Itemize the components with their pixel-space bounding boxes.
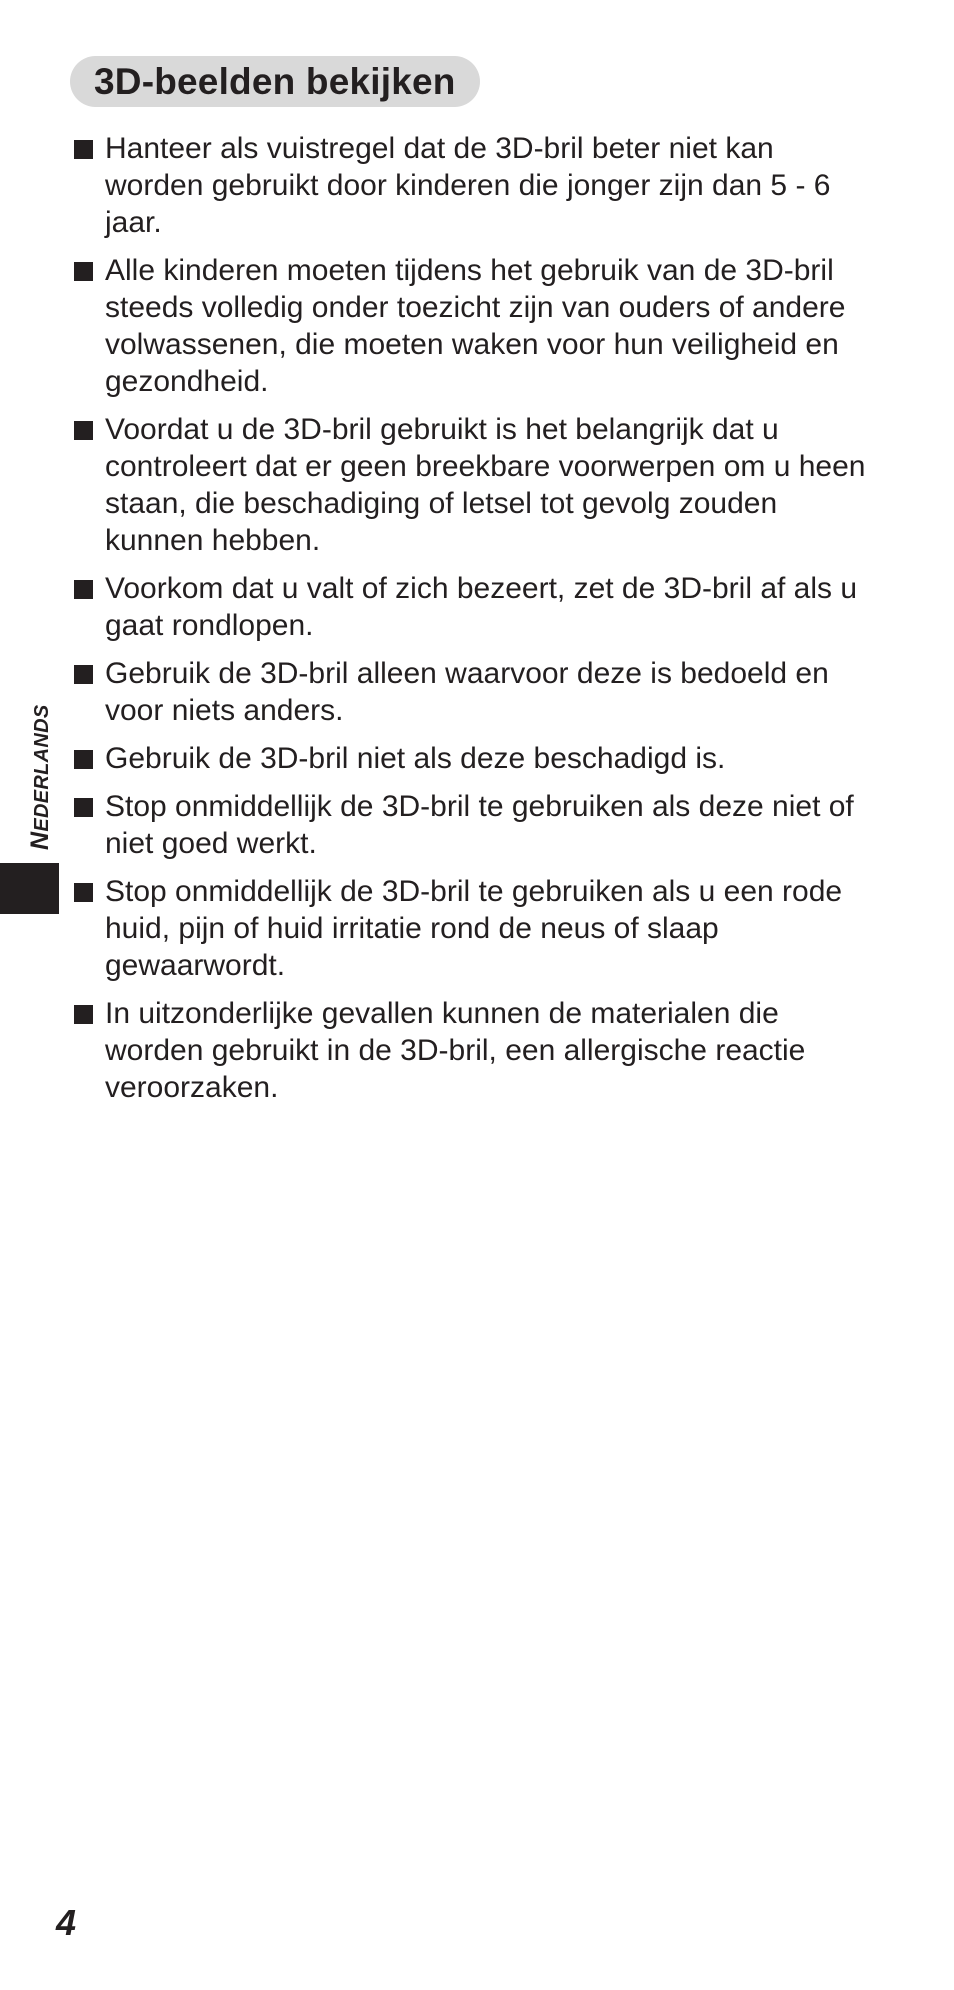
square-bullet-icon [74, 580, 93, 599]
section-heading-pill [70, 56, 480, 107]
square-bullet-icon [74, 883, 93, 902]
list-item-text: Gebruik de 3D-bril alleen waarvoor deze is bedoeld en voor niets anders. [105, 657, 829, 727]
page-number: 4 [56, 1902, 77, 1943]
language-label-initial: N [26, 831, 54, 850]
square-bullet-icon [74, 665, 93, 684]
list-item-text: Voorkom dat u valt of zich bezeert, zet de 3D-bril af als u gaat rondlopen. [105, 572, 858, 642]
list-item [72, 655, 872, 729]
language-tab-marker [0, 863, 59, 914]
section-title: 3D-beelden bekijken [94, 60, 456, 102]
list-item [72, 740, 872, 777]
square-bullet-icon [74, 140, 93, 159]
bullet-list [72, 130, 872, 1117]
list-item-text: Alle kinderen moeten tijdens het gebruik van de 3D-bril steeds volledig onder toezicht zijn van ouders of andere volwassenen, die moeten waken voor hun veiligheid en gezondheid. [105, 254, 846, 398]
list-item [72, 130, 872, 241]
list-item-text: In uitzonderlijke gevallen kunnen de materialen die worden gebruikt in de 3D-bril, een allergische reactie veroorzaken. [105, 997, 806, 1104]
list-item [72, 252, 872, 400]
list-item-text: Voordat u de 3D-bril gebruikt is het belangrijk dat u controleert dat er geen breekbare voorwerpen om u heen staan, die beschadiging of letsel tot gevolg zouden kunnen hebben. [105, 413, 866, 557]
list-item-text: Stop onmiddellijk de 3D-bril te gebruiken als u een rode huid, pijn of huid irritatie rond de neus of slaap gewaarwordt. [105, 875, 843, 982]
list-item-text: Stop onmiddellijk de 3D-bril te gebruiken als deze niet of niet goed werkt. [105, 790, 854, 860]
list-item [72, 873, 872, 984]
language-side-label [26, 704, 55, 850]
square-bullet-icon [74, 421, 93, 440]
square-bullet-icon [74, 1005, 93, 1024]
list-item [72, 570, 872, 644]
list-item-text: Hanteer als vuistregel dat de 3D-bril beter niet kan worden gebruikt door kinderen die jonger zijn dan 5 - 6 jaar. [105, 132, 831, 239]
square-bullet-icon [74, 262, 93, 281]
list-item [72, 411, 872, 559]
square-bullet-icon [74, 798, 93, 817]
language-label-rest: EDERLANDS [31, 704, 53, 832]
list-item-text: Gebruik de 3D-bril niet als deze beschadigd is. [105, 742, 726, 775]
square-bullet-icon [74, 750, 93, 769]
list-item [72, 995, 872, 1106]
list-item [72, 788, 872, 862]
